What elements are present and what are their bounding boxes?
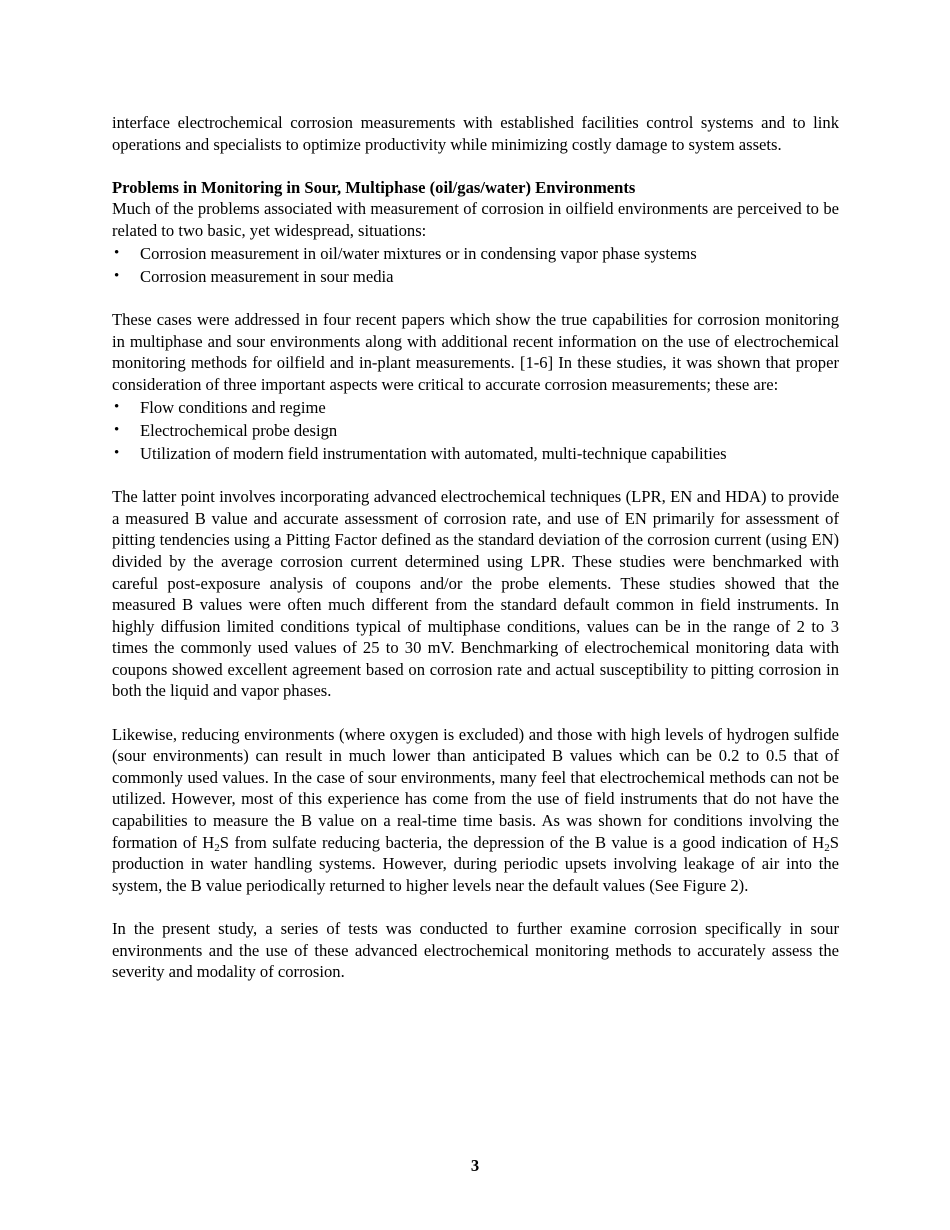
bullet-icon: • (114, 398, 120, 415)
bullet-icon: • (114, 244, 120, 261)
list-item-text: Electrochemical probe design (140, 420, 338, 440)
bullet-icon: • (114, 421, 120, 438)
list-item-text: Flow conditions and regime (140, 397, 326, 417)
bullet-icon: • (114, 267, 120, 284)
page-number: 3 (470, 1156, 480, 1175)
paragraph-spacer (112, 155, 839, 177)
intro-continuation-paragraph: interface electrochemical corrosion measurements with established facilities control systems and to link operations and specialists to optimize productivity while minimizing costly damage to system assets. (112, 113, 839, 154)
present-study-paragraph: In the present study, a series of tests was conducted to further examine corrosion specifically in sour environments and the use of these advanced electrochemical monitoring methods to accurately assess the severity and modality of corrosion. (112, 919, 839, 982)
paragraph-spacer (112, 702, 839, 724)
list-item (112, 265, 839, 288)
document-page (112, 112, 839, 983)
likewise-paragraph (112, 724, 839, 897)
list-item (112, 396, 839, 419)
subscript-2: 2 (214, 841, 220, 854)
paragraph-spacer (112, 896, 839, 918)
list-item-text: Corrosion measurement in oil/water mixtures or in condensing vapor phase systems (140, 243, 697, 263)
paragraph-spacer (112, 465, 839, 487)
problems-intro-paragraph: Much of the problems associated with measurement of corrosion in oilfield environments are perceived to be related to two basic, yet widespread, situations: (112, 199, 839, 240)
likewise-text-part2: S from sulfate reducing bacteria, the depression of the B value is a good indication of H (219, 832, 825, 852)
problems-bullet-list (112, 242, 839, 288)
paragraph-spacer (112, 288, 839, 310)
subscript-2: 2 (824, 841, 830, 854)
list-item (112, 242, 839, 265)
likewise-text-part3: S production in water handling systems. However, during periodic upsets involving leakage of air into the system, the B value periodically returned to higher levels near the default values (See Figure 2). (112, 832, 840, 895)
list-item-text: Utilization of modern field instrumentation with automated, multi-technique capabilities (140, 443, 727, 463)
likewise-text-part1: Likewise, reducing environments (where oxygen is excluded) and those with high levels of hydrogen sulfide (sour environments) can result in much lower than anticipated B values which can be 0.2 to 0.5 that of commonly used values. In the case of sour environments, many feel that electrochemical methods can not be utilized. However, most of this experience has come from the use of field instruments that do not have the capabilities to measure the B value on a real-time time basis. As was shown for conditions involving the formation of H (112, 724, 839, 852)
list-item (112, 419, 839, 442)
aspects-bullet-list (112, 396, 839, 465)
section-heading: Problems in Monitoring in Sour, Multiphase (oil/gas/water) Environments (112, 177, 636, 197)
bullet-icon: • (114, 444, 120, 461)
list-item-text: Corrosion measurement in sour media (140, 266, 394, 286)
latter-point-paragraph: The latter point involves incorporating advanced electrochemical techniques (LPR, EN and HDA) to provide a measured B value and accurate assessment of corrosion rate, and use of EN primarily for assessment of pitting tendencies using a Pitting Factor defined as the standard deviation of the corrosion current (using EN) divided by the average corrosion current determined using LPR. These studies were benchmarked with careful post-exposure analysis of coupons and/or the probe elements. These studies showed that the measured B values were often much different from the standard default common in field instruments. In highly diffusion limited conditions typical of multiphase conditions, values can be in the range of 2 to 3 times the commonly used values of 25 to 30 mV. Benchmarking of electrochemical monitoring data with coupons showed excellent agreement based on corrosion rate and actual susceptibility to pitting corrosion in both the liquid and vapor phases. (112, 487, 839, 701)
cases-paragraph: These cases were addressed in four recent papers which show the true capabilities for corrosion monitoring in multiphase and sour environments along with additional recent information on the use of electrochemical monitoring methods for oilfield and in-plant measurements. [1-6] In these studies, it was shown that proper consideration of three important aspects were critical to accurate corrosion measurements; these are: (112, 310, 839, 394)
list-item (112, 442, 839, 465)
